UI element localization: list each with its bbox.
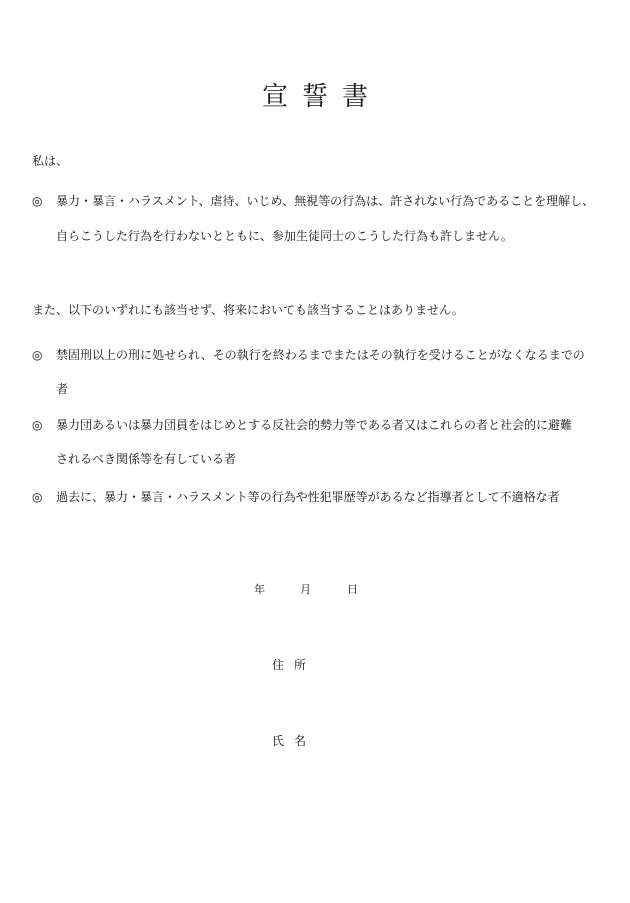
name-label: 氏名 xyxy=(272,734,317,748)
bullet-mark: ◎ xyxy=(32,490,43,504)
date-year-label: 年 xyxy=(254,583,265,596)
bullet-mark: ◎ xyxy=(32,348,43,362)
bullet-mark: ◎ xyxy=(32,194,43,208)
condition-2-line-1: 暴力団あるいは暴力団員をはじめとする反社会的勢力等である者又はこれらの者と社会的に避難 xyxy=(56,418,573,432)
condition-3-line-1: 過去に、暴力・暴言・ハラスメント等の行為や性犯罪歴等があるなど指導者として不適格な者 xyxy=(56,490,560,504)
address-label: 住所 xyxy=(272,658,317,672)
date-month-label: 月 xyxy=(300,583,311,596)
date-day-label: 日 xyxy=(347,583,358,596)
condition-1-line-1: 禁固刑以上の刑に処せられ、その執行を終わるまでまたはその執行を受けることがなくなるまでの xyxy=(56,348,585,362)
intro-text: 私は、 xyxy=(32,154,69,168)
declaration-text: また、以下のいずれにも該当せず、将来においても該当することはありません。 xyxy=(32,303,464,317)
pledge-line-1: 暴力・暴言・ハラスメント、虐待、いじめ、無視等の行為は、許されない行為であることを理解し、 xyxy=(56,194,595,208)
condition-1-line-2: 者 xyxy=(56,382,69,396)
bullet-mark: ◎ xyxy=(32,418,43,432)
pledge-line-2: 自らこうした行為を行わないとともに、参加生徒同士のこうした行為も許しません。 xyxy=(56,229,513,243)
condition-2-line-2: されるべき関係等を有している者 xyxy=(56,452,237,466)
document-title: 宣誓書 xyxy=(261,82,382,112)
